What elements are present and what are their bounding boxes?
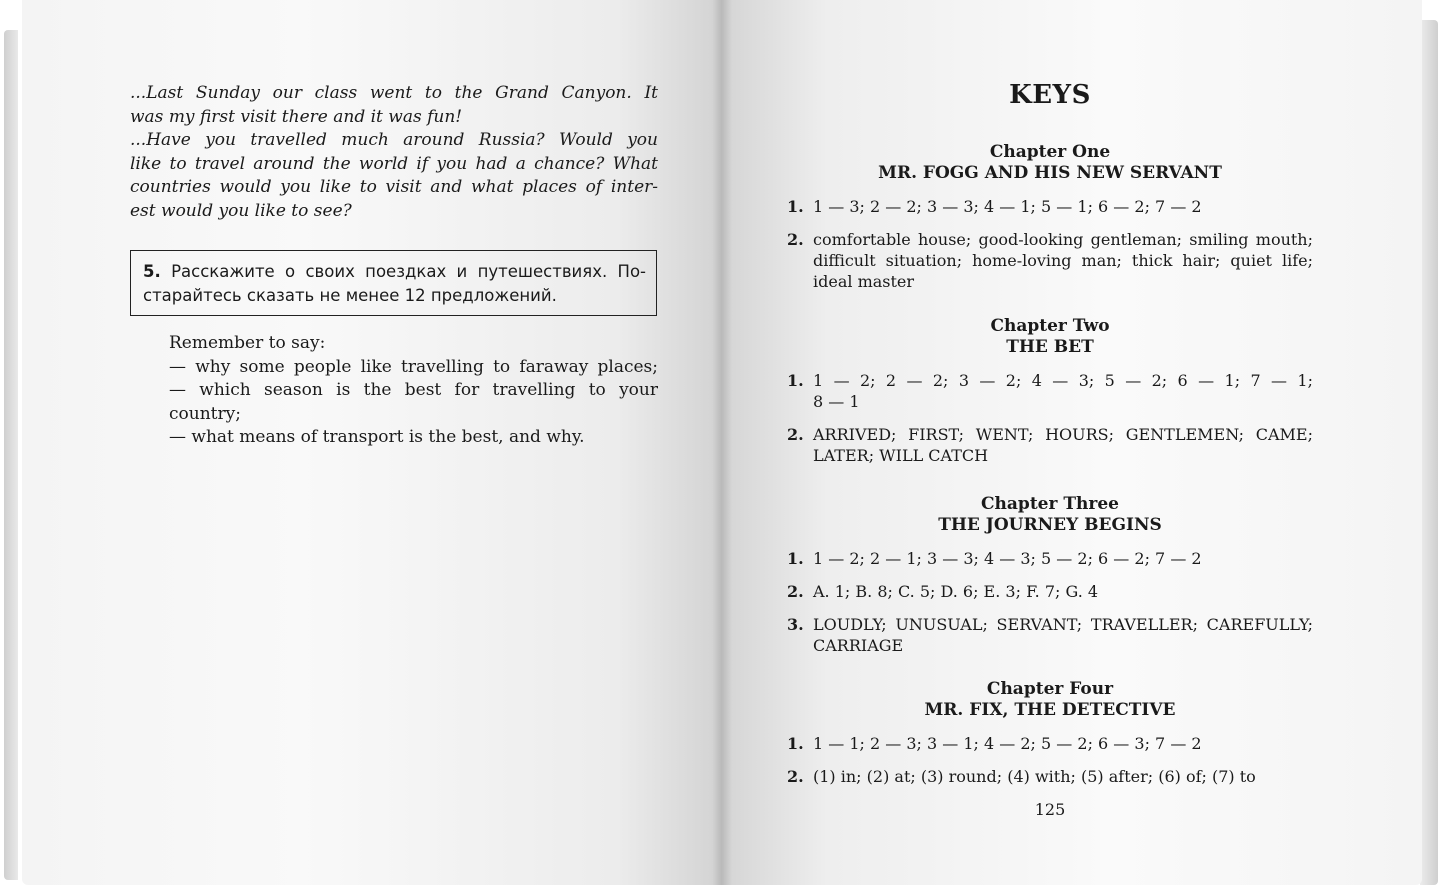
item-number: 2.	[787, 230, 804, 249]
answer-item	[787, 424, 1313, 466]
answer-item	[787, 766, 1313, 787]
item-text: ARRIVED; FIRST; WENT; HOURS; GENTLEMEN; CAME;	[813, 425, 1313, 444]
item-text: difficult situation; home-loving man; thick hair; quiet life;	[813, 251, 1313, 270]
item-text: 1 — 2; 2 — 2; 3 — 2; 4 — 3; 5 — 2; 6 — 1; 7 — 1;	[813, 371, 1313, 390]
chapter-heading: Chapter Four	[986, 679, 1114, 699]
paragraph-line: est would you like to see?	[130, 200, 352, 221]
right-page-edges	[1420, 20, 1438, 885]
answer-item	[787, 370, 1313, 412]
remember-heading: Remember to say:	[169, 333, 326, 353]
item-number: 1.	[787, 549, 804, 568]
remember-item: — what means of transport is the best, and why.	[169, 427, 585, 447]
remember-item: — why some people like travelling to faraway places;	[169, 356, 658, 377]
answer-item	[787, 581, 1313, 602]
item-text: comfortable house; good-looking gentleman; smiling mouth;	[813, 230, 1313, 249]
task-box	[130, 250, 657, 316]
page-title: KEYS	[1009, 80, 1091, 110]
item-text: 1 — 2; 2 — 1; 3 — 3; 4 — 3; 5 — 2; 6 — 2; 7 — 2	[813, 549, 1202, 568]
book-gutter	[712, 0, 732, 885]
item-number: 3.	[787, 615, 804, 634]
task-text-1: Расскажите о своих поездках и путешествиях. По-	[171, 262, 646, 281]
item-number: 2.	[787, 582, 804, 601]
right-page	[722, 0, 1422, 885]
chapter-heading: Chapter Two	[990, 316, 1110, 336]
answer-item	[787, 733, 1313, 754]
item-text: 8 — 1	[813, 392, 860, 411]
item-number: 1.	[787, 734, 804, 753]
left-page	[22, 0, 722, 885]
answer-item	[787, 548, 1313, 569]
answer-item	[787, 196, 1313, 217]
item-text: CARRIAGE	[813, 636, 904, 655]
remember-item: — which season is the best for travelling to your	[169, 380, 658, 400]
chapter-name: MR. FOGG AND HIS NEW SERVANT	[878, 163, 1222, 183]
paragraph-line: ...Have you travelled much around Russia? Would you	[130, 130, 658, 150]
item-number: 1.	[787, 197, 804, 216]
item-text: LOUDLY; UNUSUAL; SERVANT; TRAVELLER; CAREFULLY;	[813, 615, 1313, 634]
answer-item	[787, 614, 1313, 656]
chapter-name: THE BET	[1006, 337, 1094, 357]
item-text: 1 — 1; 2 — 3; 3 — 1; 4 — 2; 5 — 2; 6 — 3; 7 — 2	[813, 734, 1202, 753]
paragraph-line: like to travel around the world if you had a chance? What	[130, 153, 658, 174]
chapter-heading: Chapter Three	[981, 494, 1119, 514]
left-page-edges	[4, 30, 18, 880]
page-number: 125	[1034, 800, 1066, 819]
task-line-1	[143, 260, 646, 284]
task-number: 5.	[143, 262, 161, 281]
item-number: 1.	[787, 371, 804, 390]
item-text: ideal master	[813, 272, 915, 291]
chapter-name: MR. FIX, THE DETECTIVE	[924, 700, 1176, 720]
paragraph-line: ...Last Sunday our class went to the Grand Canyon. It	[130, 83, 658, 103]
item-text: (1) in; (2) at; (3) round; (4) with; (5) after; (6) of; (7) to	[813, 767, 1256, 786]
paragraph-line: was my first visit there and it was fun!	[130, 106, 463, 127]
paragraph-line: countries would you like to visit and what places of inter-	[130, 177, 658, 197]
item-number: 2.	[787, 767, 804, 786]
answer-item	[787, 229, 1313, 292]
item-text: A. 1; B. 8; C. 5; D. 6; E. 3; F. 7; G. 4	[813, 582, 1099, 601]
item-number: 2.	[787, 425, 804, 444]
chapter-heading: Chapter One	[989, 142, 1111, 162]
remember-item-cont: country;	[169, 403, 241, 424]
item-text: 1 — 3; 2 — 2; 3 — 3; 4 — 1; 5 — 1; 6 — 2; 7 — 2	[813, 197, 1202, 216]
task-text-2: старайтесь сказать не менее 12 предложений.	[143, 286, 557, 305]
item-text: LATER; WILL CATCH	[813, 446, 989, 465]
chapter-name: THE JOURNEY BEGINS	[938, 515, 1162, 535]
